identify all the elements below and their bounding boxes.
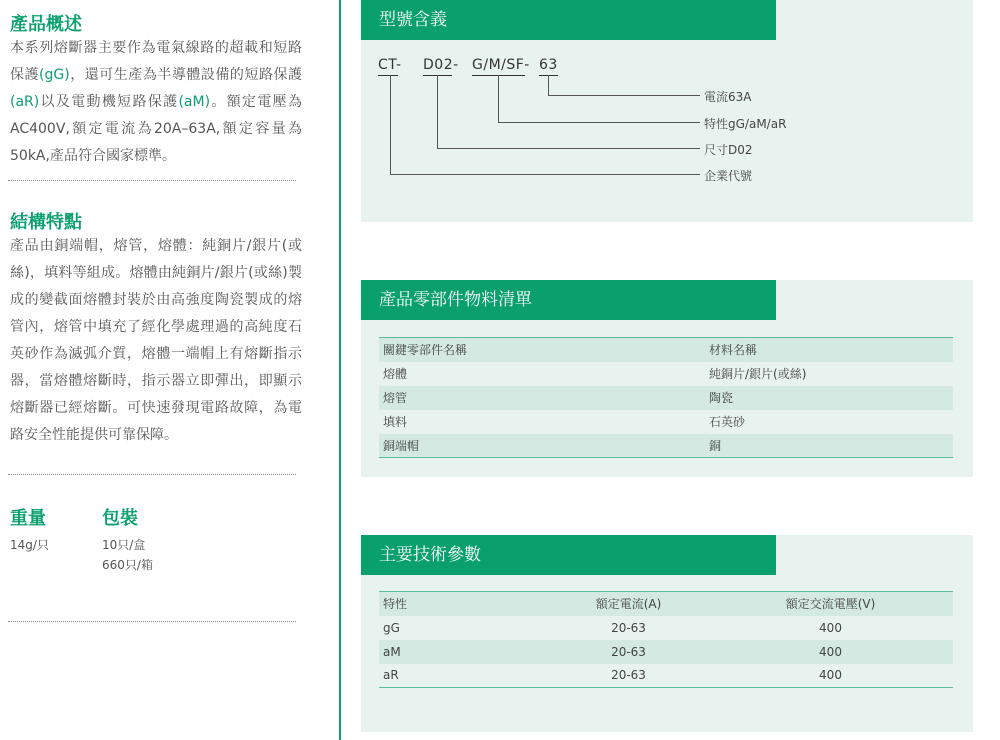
model-panel [361, 0, 973, 222]
header-cell: 關鍵零部件名稱 [379, 338, 705, 362]
leader-line [437, 75, 438, 148]
leader-line [548, 95, 700, 96]
table-cell: 400 [704, 664, 953, 688]
label-size: 尺寸D02 [704, 143, 753, 157]
overview-title: 產品概述 [10, 14, 82, 35]
table-cell: aM [379, 640, 549, 664]
label-characteristic: 特性gG/aM/aR [704, 117, 787, 131]
table-cell: gG [383, 620, 400, 635]
parts-panel [361, 280, 973, 477]
table-cell: 400 [819, 620, 842, 635]
divider [8, 180, 296, 181]
model-code-current: 63 [539, 57, 558, 73]
table-row [379, 386, 953, 410]
table-cell: 陶瓷 [705, 386, 953, 410]
header-cell: 額定交流電壓(V) [704, 592, 953, 616]
divider [8, 621, 296, 622]
table-cell: 20-63 [549, 664, 704, 688]
model-code-d02: D02- [423, 57, 459, 73]
table-cell: 銅端帽 [379, 434, 705, 458]
specs-title: 主要技術參數 [361, 535, 776, 575]
table-cell: 銅 [705, 434, 953, 458]
specs-table [379, 591, 953, 688]
table-cell: 純銅片/銀片(或絲) [709, 367, 807, 381]
leader-line [548, 75, 549, 95]
header-cell: 特性 [379, 592, 549, 616]
packing-line1: 10只/盒 [102, 538, 146, 552]
weight-value: 14g/只 [10, 538, 49, 552]
table-header-row [379, 338, 953, 362]
label-company: 企業代號 [704, 169, 753, 183]
table-row [379, 362, 953, 386]
table-cell: 填料 [383, 415, 408, 429]
header-cell: 材料名稱 [705, 338, 953, 362]
structure-title: 結構特點 [10, 212, 82, 233]
leader-line [390, 174, 700, 175]
column-divider [339, 0, 341, 740]
table-cell: 20-63 [611, 620, 646, 635]
leader-line [390, 75, 391, 174]
model-code-char: G/M/SF- [472, 57, 530, 73]
table-header-row [379, 592, 953, 616]
label-current: 電流63A [704, 90, 752, 104]
divider [8, 474, 296, 475]
leader-line [498, 122, 700, 123]
leader-line [437, 148, 700, 149]
table-row [379, 664, 953, 688]
table-cell: 熔體 [383, 367, 408, 381]
table-cell: aR [379, 664, 549, 688]
packing-title: 包裝 [102, 508, 138, 529]
packing-line2: 660只/箱 [102, 558, 153, 572]
table-row [379, 434, 953, 458]
header-cell: 額定電流(A) [549, 592, 704, 616]
structure-text: 產品由銅端帽，熔管，熔體：純銅片/銀片(或絲)，填料等組成。熔體由純銅片/銀片(或絲)製成的變截面熔體封裝於由高強度陶瓷製成的熔管內，熔管中填充了經化學處理過的高純度石英砂作為滅弧介質，熔體一端帽上有熔斷指示器，當熔體熔斷時，指示器立即彈出，即顯示熔斷器已經熔斷。可快速發現電路故障，為電路安全性能提供可靠保障。 [10, 238, 302, 443]
table-cell: 石英砂 [709, 415, 746, 429]
leader-line [498, 75, 499, 122]
table-row [379, 616, 953, 640]
weight-title: 重量 [10, 508, 46, 529]
underline [378, 75, 398, 76]
table-cell: 400 [704, 640, 953, 664]
table-cell: 20-63 [549, 640, 704, 664]
table-row [379, 640, 953, 664]
model-code-ct: CT- [378, 57, 402, 73]
parts-title: 產品零部件物料清單 [361, 280, 776, 320]
overview-text: 本系列熔斷器主要作為電氣線路的超載和短路保護(gG)，還可生產為半導體設備的短路保護(aR)以及電動機短路保護(aM)。額定電壓為AC400V,額定電流為20A–63A,額定容量為50kA,產品符合國家標準。 [10, 40, 303, 164]
model-title: 型號含義 [361, 0, 776, 40]
specs-panel [361, 535, 973, 732]
parts-table [379, 337, 953, 458]
table-cell: 熔管 [379, 386, 705, 410]
table-row [379, 410, 953, 434]
